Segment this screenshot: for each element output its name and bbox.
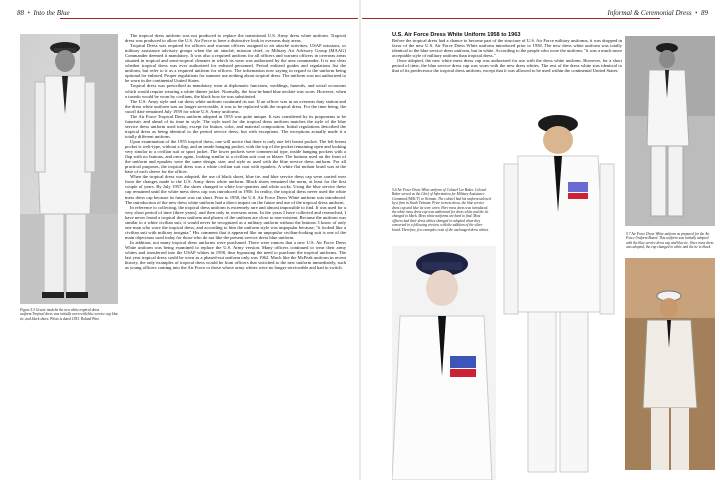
left-running-head-title: Into the Blue	[33, 9, 70, 17]
right-running-header: Informal & Ceremonial Dress • 89	[607, 9, 708, 17]
photo-dress-white-colonel-baker	[498, 112, 620, 480]
left-header-rule	[60, 18, 358, 19]
colonel-baker-uniform-illustration	[498, 112, 620, 480]
left-paragraph: The Air Force Tropical Dress uniform adopted in 1955 was quite unique. It was considered by its proponents to be futuristic and ahead of its time in style. The style used for the tropical dress uniform matches the style of the blue service dress uniform used today, except for button, color, and material composition. Initial regulations described the tropical dress as being identical to the period service dress, but with exceptions. The exceptions actually made it a totally different uniform.	[125, 113, 346, 139]
right-paragraph: Before the tropical dress had a chance to become part of the structure of U.S. Air Force military uniforms, it was dropped in favor of the new U.S. Air Force Dress White uniform introduced prior to 1958. The new dress white uniform was totally identical to the blue service dress uniform, but in white. According to the people who wore the uniform, "it was a much more acceptable style of military uniform than tropical dress."	[392, 38, 622, 59]
left-paragraph: Tropical dress was prescribed as mandatory wear at diplomatic functions, weddings, funerals, and social occasions which would require wearing a white dinner jacket. Normally, the four-in-hand blue necktie was worn. However, when a tuxedo would be worn by civilians, the black bow tie was substituted.	[125, 83, 346, 99]
right-running-head-title: Informal & Ceremonial Dress	[607, 9, 692, 17]
photo-dress-white-mess-cap	[625, 258, 715, 470]
right-folio: 89	[701, 9, 708, 17]
left-folio: 88	[17, 9, 24, 17]
right-page	[360, 0, 720, 480]
left-body-text	[125, 33, 346, 270]
right-body-text	[392, 33, 622, 73]
right-header-rule	[362, 18, 660, 19]
left-paragraph: The U.S. Army style and cut dress white uniform continued its use. If an officer was in an overseas duty station and the dress white uniform was no longer serviceable, it was to be replaced with the tropical dress. For the time being, the cutoff date remained July 1959 for white U.S. Army uniforms.	[125, 98, 346, 114]
caption-top-right: 5.7 Air Force Dress White uniform as prepared for the Air Force Uniform Board. This uniform was initially adopted with the blue service dress cap and blue tie. Once mess dress was adopted, the cap changed to white and the tie to black.	[626, 232, 714, 250]
dress-white-mess-cap-illustration	[625, 258, 715, 470]
mannequin-illustration	[392, 246, 496, 480]
photo-officer-tropical-dress	[20, 34, 118, 304]
left-photo-caption: Figure 5.5 Gracie modelst the new white tropical dress uniform.Tropical dress was initially worn with blue service cap blue tie, and black shoes. Photo is dated 1953. Roland Pitre.	[20, 308, 118, 321]
right-paragraph: Once adopted, the new white mess dress cap was authorized for use with the dress white uniform. However, for a short period of time, the blue service dress cap was worn with the new dress whites. The rest of the dress white was identical to that of its predecessor the tropical dress uniform, except that it was allowed to be used within the continental United States.	[392, 58, 622, 74]
left-running-header: 88 • Into the Blue	[17, 9, 70, 17]
section-title: U.S. Air Force Dress White Uniform 1958 to 1963	[392, 32, 521, 38]
officer-photo-illustration	[20, 34, 118, 304]
caption-center: 5.6 Air Force Dress White uniform of Colonel Lee Baker. Colonel Baker served as the Chief of Information for Military Assistance Command (MACV) in Vietnam. The colonel had his uniform tailored by a firm in South Vietnam. Prior to mess dress, the blue service dress cap and blue tie were worn. Here mess dress was introduced, the white mess dress cap was authorized for dress white and the tie changed to black. Mess white uniforms are hard to find. Most officers had their dress whites changed or adapted when they converted to a following version, with the addition of the silver braid. Therefore, few examples exist of the unchanged dress whites.	[392, 188, 491, 232]
photo-dress-white-board	[625, 36, 715, 226]
left-paragraph: When the tropical dress was adopted, the use of black shoes, blue tie, and blue service dress cap were carried over from the changes made to the U.S. Army dress white uniform. Black shoes remained the norm, at least for the first couple of years. By July 1957, the shoes changed to white low-quarters and white socks. Using the blue service dress cap remained until the white mess dress cap was introduced in 1956. In reality, the tropical dress never used the white mess dress cap because its future was cut short. Prior to 1958, the U.S. Air Force Dress White uniform was introduced. The introduction of the new dress white uniform had a direct impact on the future and use of the tropical dress uniform.	[125, 174, 346, 205]
left-paragraph: Upon examination of the 1955 tropical dress, one will notice that there is only one left breast pocket. The left breast pocket is welt-type, without a flap, and an inside hanging pocket, with the top of the pocket remaining open and looking very similar to a civilian suit or sport jacket. The lower pockets were commercial type, inside hanging pockets with a flap with no buttons, and once again, looking similar to a civilian suit coat or blazer. The buttons used on the front of the uniform and epaulets were the same design, size, and style as used with the blue service dress uniform. For all practical purposes, the tropical dress was a white civilian suit coat with epaulets. A white flat mohair braid was at the base of each sleeve for the officer.	[125, 138, 346, 175]
left-paragraph: Tropical Dress was required for officers and warrant officers assigned to air attaché activities, USAF missions, or military assistance advisory groups when the air attaché, mission chief, or Military Air Advisory Group (MAAG) Commander deemed it mandatory. It was also a required uniform for all officers and warrant officers in overseas areas situated in tropical and semi-tropical climates in which its wear was authorized by the area commander. It is not clear whether tropical dress was ever authorized for enlisted personnel. Period enlisted guides and regulations list the uniform, but refer to it as a required uniform for officers. The information now saying in regard to the uniform being optional for enlisted. Proper regulations for summer use nothing about tropical dress. The uniform was not authorized to be worn in the continental United States.	[125, 43, 347, 84]
photo-mannequin-dress-white	[392, 246, 496, 480]
left-paragraph: In reference to collecting, the tropical dress uniform is extremely rare and almost impossible to find. It was used for a very short period of time (three years), and then only in overseas areas. In the years I have collected and researched, I have never found a tropical dress uniform and photos of the uniform are close to non-existent. Because the uniform was similar to a white civilian suit, it would never be recognized as a military uniform without the buttons. I know of only one man who wore the tropical dress, and according to him the uniform style was unpopular because, "it looked like a civilian suit with military insignia." His comment that it appeared like an unpopular civilian-looking suit is one of the main objections used today for those who do not like the present service dress blue uniform.	[125, 204, 346, 240]
left-paragraph: The tropical dress uniform was not produced to replace the transitional U.S. Army dress white uniform. Tropical dress was produced to allow the U.S. Air Force to have a distinctive look in overseas duty areas.	[125, 33, 346, 44]
dress-white-board-illustration	[625, 36, 715, 226]
left-paragraph: In addition, not many tropical dress uniforms were purchased. There were rumors that a new U.S. Air Force Dress White uniform was being examined to replace the U.S. Army version. Many officers continued to wear their army whites and transferred into the USAF whites in 1958, thus bypassing the need to purchase the tropical uniforms. The last year tropical dress could be worn as a phased-out uniform only was 1962. Much like the McPeak uniform in recent history, the only examples of tropical dress would be from officers that switched to the new uniform immediately, such as young officers coming into the Air Force or those whose army whites were no longer serviceable and had to switch.	[125, 239, 346, 271]
